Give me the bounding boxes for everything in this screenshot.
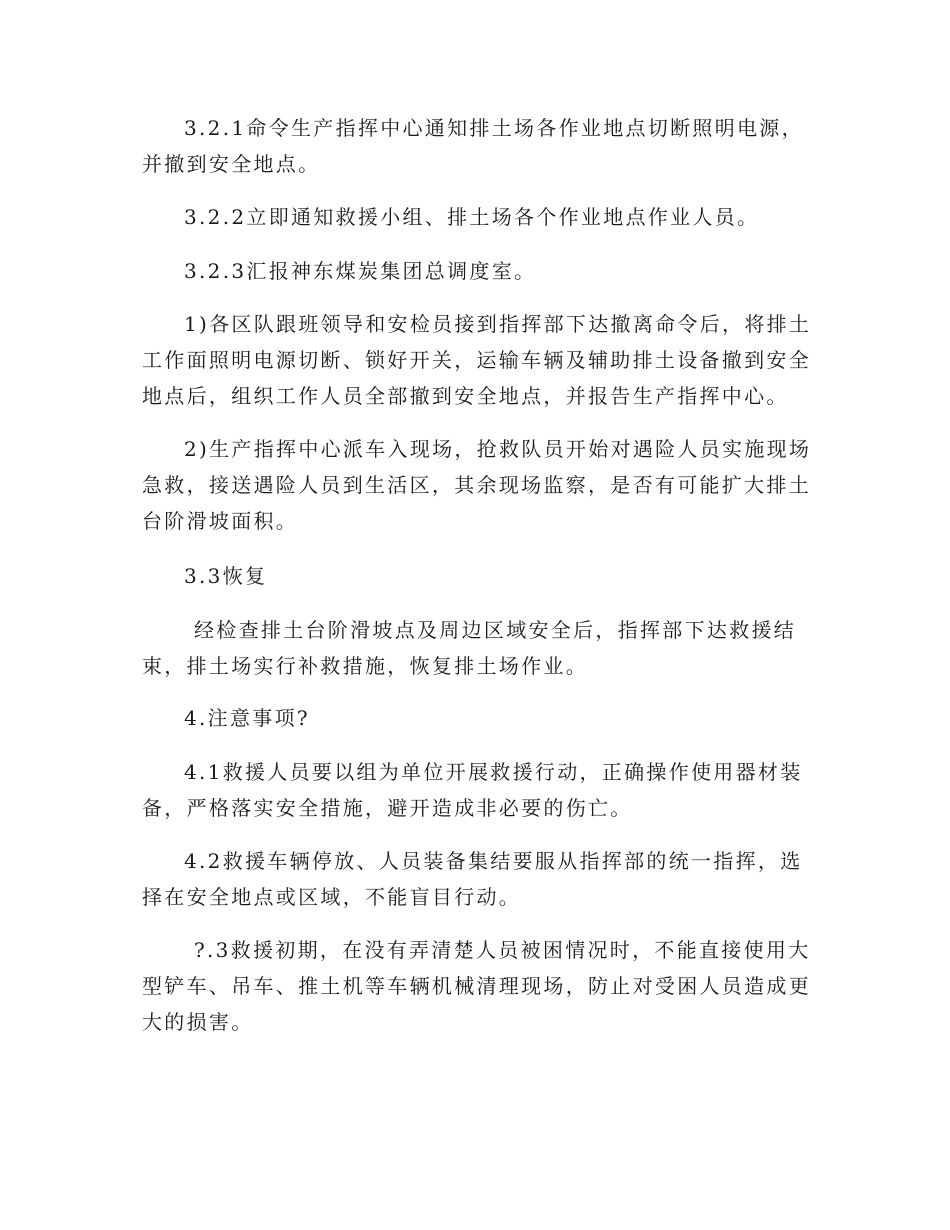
- paragraph-recovery: 经检查排土台阶滑坡点及周边区域安全后，指挥部下达救援结束，排土场实行补救措施，恢复排土场作业。: [142, 618, 797, 678]
- section-heading-4: 4.注意事项?: [184, 706, 310, 730]
- section-heading-3-3: 3.3恢复: [184, 564, 268, 588]
- paragraph-4-2: 4.2救援车辆停放、人员装备集结要服从指挥部的统一指挥，选择在安全地点或区域，不能盲目行动。: [142, 849, 803, 909]
- paragraph-item-2: 2)生产指挥中心派车入现场，抢救队员开始对遇险人员实施现场急救，接送遇险人员到生活区，其余现场监察，是否有可能扩大排土台阶滑坡面积。: [142, 437, 812, 533]
- paragraph-3-2-3: 3.2.3汇报神东煤炭集团总调度室。: [184, 259, 537, 283]
- paragraph-4-1: 4.1救援人员要以组为单位开展救援行动，正确操作使用器材装备，严格落实安全措施，避开造成非必要的伤亡。: [142, 760, 803, 820]
- paragraph-item-1: 1)各区队跟班领导和安检员接到指挥部下达撤离命令后，将排土工作面照明电源切断、锁好开关，运输车辆及辅助排土设备撤到安全地点后，组织工作人员全部撤到安全地点，并报告生产指挥中心。: [142, 312, 812, 408]
- paragraph-3-2-1: 3.2.1命令生产指挥中心通知排土场各作业地点切断照明电源，并撤到安全地点。: [142, 116, 804, 176]
- paragraph-4-3: ?.3救援初期，在没有弄清楚人员被困情况时，不能直接使用大型铲车、吊车、推土机等车辆机械清理现场，防止对受困人员造成更大的损害。: [142, 938, 811, 1034]
- paragraph-3-2-2: 3.2.2立即通知救援小组、排土场各个作业地点作业人员。: [184, 205, 760, 229]
